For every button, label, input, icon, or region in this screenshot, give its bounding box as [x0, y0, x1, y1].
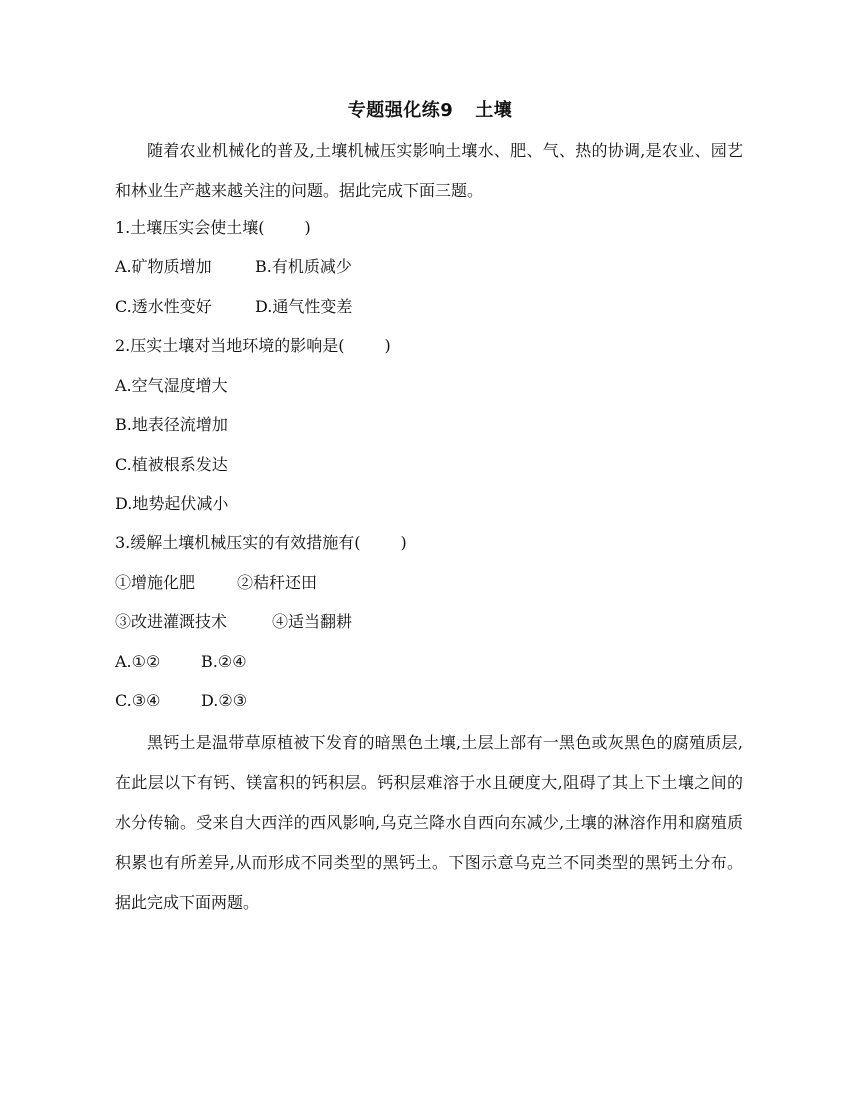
- option-3a: A.①②: [115, 652, 161, 671]
- intro-paragraph-1: 随着农业机械化的普及,土壤机械压实影响土壤水、肥、气、热的协调,是农业、园艺和林业生产越来越关注的问题。据此完成下面三题。: [115, 141, 743, 200]
- question-3-options-ab: [115, 650, 247, 674]
- question-1-text: 1.土壤压实会使土壤(: [115, 218, 265, 237]
- option-1c: C.透水性变好: [115, 297, 212, 316]
- option-3c: C.③④: [115, 691, 161, 710]
- title-label: 专题强化练9: [347, 100, 454, 121]
- question-1-stem: [115, 216, 311, 240]
- question-3-text: 3.缓解土壤机械压实的有效措施有(: [115, 533, 361, 552]
- item-3-3: ③改进灌溉技术: [115, 612, 228, 631]
- option-3d: D.②③: [201, 691, 248, 710]
- item-3-2: ②秸秆还田: [237, 573, 318, 592]
- question-3-stem: [115, 531, 407, 555]
- title-topic: 土壤: [475, 100, 513, 121]
- page-title: [0, 97, 860, 125]
- question-3-options-cd: [115, 689, 247, 713]
- question-2-stem: [115, 334, 391, 358]
- question-2-close: ): [384, 336, 391, 355]
- option-3b: B.②④: [201, 652, 247, 671]
- option-2b: B.地表径流增加: [115, 415, 228, 434]
- question-3-items-34: [115, 610, 352, 634]
- item-3-1: ①增施化肥: [115, 573, 196, 592]
- question-1-close: ): [304, 218, 311, 237]
- question-3-close: ): [400, 533, 407, 552]
- option-1b: B.有机质减少: [255, 257, 352, 276]
- item-3-4: ④适当翻耕: [272, 612, 353, 631]
- question-3-items-12: [115, 571, 317, 595]
- option-2c: C.植被根系发达: [115, 455, 228, 474]
- option-2d: D.地势起伏减小: [115, 494, 229, 513]
- question-1-options-ab: [115, 255, 352, 279]
- question-2-text: 2.压实土壤对当地环境的影响是(: [115, 336, 345, 355]
- question-1-options-cd: [115, 295, 352, 319]
- option-1d: D.通气性变差: [255, 297, 353, 316]
- option-2a: A.空气湿度增大: [115, 376, 228, 395]
- option-1a: A.矿物质增加: [115, 257, 212, 276]
- intro-paragraph-2: 黑钙土是温带草原植被下发育的暗黑色土壤,土层上部有一黑色或灰黑色的腐殖质层,在此层以下有钙、镁富积的钙积层。钙积层难溶于水且硬度大,阻碍了其上下土壤之间的水分传输。受来自大西洋的西风影响,乌克兰降水自西向东减少,土壤的淋溶作用和腐殖质积累也有所差异,从而形成不同类型的黑钙土。下图示意乌克兰不同类型的黑钙土分布。据此完成下面两题。: [115, 733, 743, 912]
